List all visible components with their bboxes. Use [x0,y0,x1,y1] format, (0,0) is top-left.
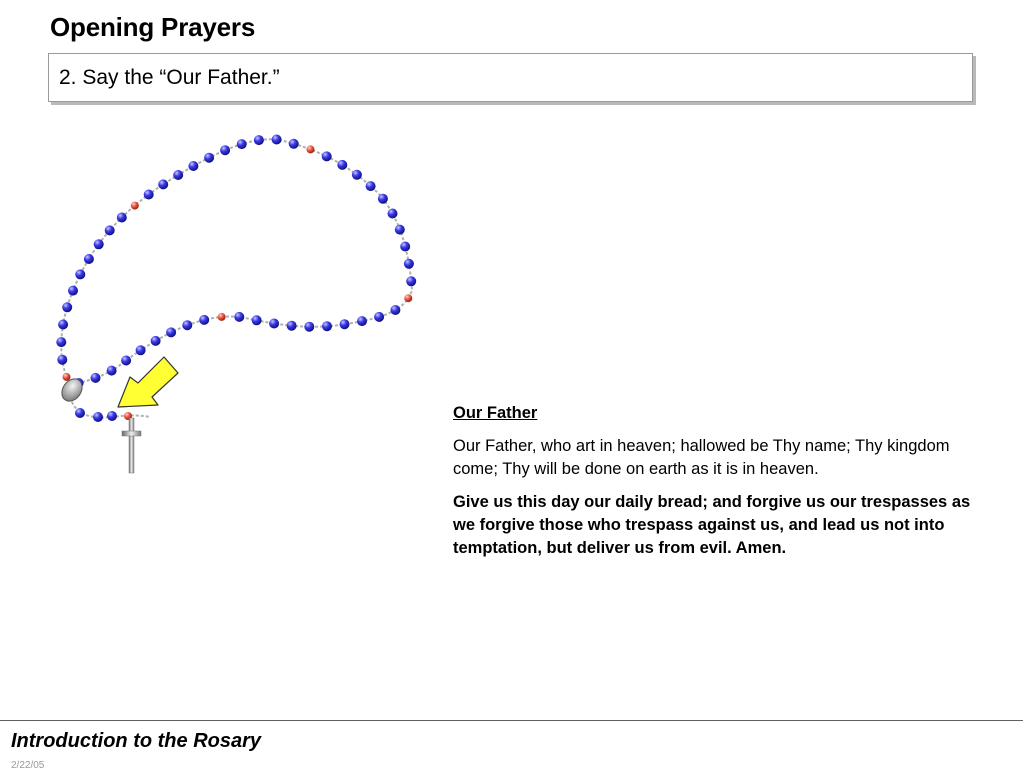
bead [366,181,376,191]
footer-date: 2/22/05 [11,760,45,771]
bead [107,366,117,376]
bead [352,170,362,180]
slide-title: Opening Prayers [50,12,256,42]
bead [105,225,115,235]
bead [57,355,67,365]
bead [254,135,264,145]
marker-bead [307,145,315,153]
prayer-text [453,402,973,560]
bead [404,259,414,269]
bead [107,411,117,421]
bead [220,145,230,155]
step-text: 2. Say the “Our Father.” [59,66,280,89]
bead [94,239,104,249]
step-box [48,53,973,102]
bead [84,254,94,264]
bead [151,336,161,346]
bead [75,408,85,418]
bead [158,179,168,189]
bead [58,320,68,330]
marker-bead [404,294,412,302]
bead [287,321,297,331]
prayer-title: Our Father [453,404,538,422]
bead [182,320,192,330]
bead [173,170,183,180]
bead [75,269,85,279]
marker-bead [218,313,226,321]
marker-bead [63,373,71,381]
footer-title: Introduction to the Rosary [11,730,261,752]
bead [378,194,388,204]
bead [117,213,127,223]
bead [272,135,282,145]
bead [234,312,244,322]
bead [269,319,279,329]
bead [390,305,400,315]
bead [304,322,314,332]
bead [56,337,66,347]
bead [252,315,262,325]
bead [322,151,332,161]
bead [322,321,332,331]
bead [188,161,198,171]
bead [388,209,398,219]
bead [395,225,405,235]
bead [337,160,347,170]
bead [204,153,214,163]
prayer-paragraph-1: Our Father, who art in heaven; hallowed be Thy name; Thy kingdom come; Thy will be done on earth as it is in heaven. [453,437,950,478]
bead [136,345,146,355]
bead [374,312,384,322]
bead [68,286,78,296]
bead [144,190,154,200]
bead [93,412,103,422]
footer-divider [0,720,1023,721]
bead [406,276,416,286]
marker-bead [131,202,139,210]
bead [199,315,209,325]
bead [289,139,299,149]
rosary-beads [56,135,416,423]
bead [340,319,350,329]
prayer-paragraph-2: Give us this day our daily bread; and forgive us our trespasses as we forgive those who trespass against us, and lead us not into temptation, but deliver us from evil. Amen. [453,493,971,557]
rosary-icon [50,125,430,485]
bead [237,139,247,149]
crucifix-icon [122,418,141,473]
bead [400,242,410,252]
bead [121,356,131,366]
bead [357,316,367,326]
bead [62,302,72,312]
bead [91,373,101,383]
bead [166,327,176,337]
